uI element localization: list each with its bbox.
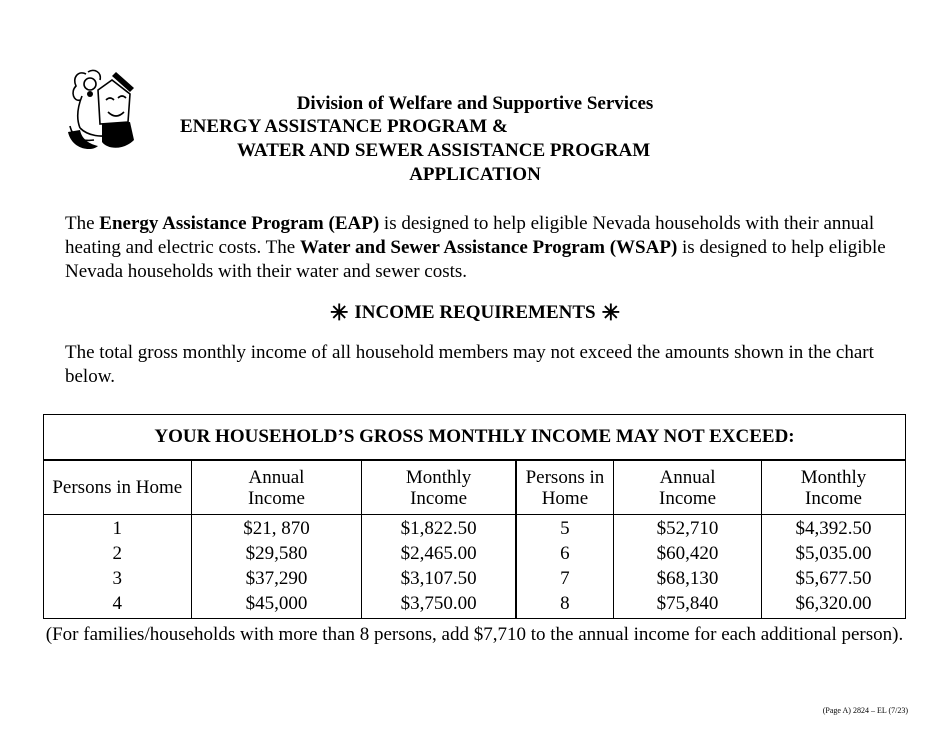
eap-name: Energy Assistance Program (EAP) (99, 213, 380, 234)
annual-income-column-1 (191, 515, 362, 619)
income-requirements-heading (0, 300, 950, 326)
wsap-name: Water and Sewer Assistance Program (WSAP) (299, 237, 678, 258)
table-cell: $21, 870 (243, 518, 310, 539)
application-title: APPLICATION (409, 164, 541, 185)
table-cell: $3,107.50 (400, 568, 477, 589)
table-cell: $68,130 (656, 568, 719, 589)
table-cell: $52,710 (656, 518, 719, 539)
intro-text: is designed to help eligible Nevada households with their water and sewer costs. (65, 237, 886, 282)
intro-paragraph (65, 212, 890, 284)
table-cell: $4,392.50 (795, 518, 872, 539)
monthly-income-column-2 (762, 515, 906, 619)
annual-income-column-2 (614, 515, 762, 619)
table-cell: 6 (560, 543, 570, 564)
table-cell: 5 (560, 518, 570, 539)
table-cell: 1 (112, 518, 123, 539)
table-cell: $5,677.50 (795, 568, 872, 589)
table-cell: $2,465.00 (400, 543, 477, 564)
table-cell: 7 (560, 568, 570, 589)
monthly-income-column-1 (362, 515, 516, 619)
column-header: Annual Income (614, 460, 762, 515)
table-cell: $6,320.00 (795, 593, 872, 614)
program-title-line2: WATER AND SEWER ASSISTANCE PROGRAM (237, 140, 651, 161)
table-cell: $75,840 (656, 593, 719, 614)
program-title-line1: ENERGY ASSISTANCE PROGRAM & (180, 116, 508, 137)
table-cell: $29,580 (245, 543, 308, 564)
table-cell: 4 (112, 593, 123, 614)
persons-column-1 (44, 515, 192, 619)
column-header: Persons in Home (44, 460, 192, 515)
column-header: Persons in Home (516, 460, 614, 515)
additional-person-note: (For families/households with more than 8 persons, add $7,710 to the annual income for each additional person). (45, 624, 904, 645)
table-cell: $60,420 (656, 543, 719, 564)
form-number-footer: (Page A) 2824 – EL (7/23) (822, 706, 908, 715)
column-header: Annual Income (191, 460, 362, 515)
agency-name: Division of Welfare and Supportive Services (296, 93, 654, 114)
table-cell: $3,750.00 (400, 593, 477, 614)
table-cell: $45,000 (245, 593, 308, 614)
intro-text: The (65, 213, 100, 234)
table-cell: 8 (560, 593, 570, 614)
table-cell: 3 (112, 568, 123, 589)
table-title: YOUR HOUSEHOLD’S GROSS MONTHLY INCOME MAY NOT EXCEED: (44, 415, 906, 461)
table-cell: $5,035.00 (795, 543, 872, 564)
persons-column-2 (516, 515, 614, 619)
table-cell: $37,290 (245, 568, 308, 589)
income-requirements-label: INCOME REQUIREMENTS (354, 302, 596, 323)
column-header: Monthly Income (362, 460, 516, 515)
asterisk-icon: ✳ (601, 300, 621, 325)
table-data-row (44, 515, 906, 619)
table-cell: 2 (112, 543, 123, 564)
table-cell: $1,822.50 (400, 518, 477, 539)
column-header: Monthly Income (762, 460, 906, 515)
intro-text: is designed to help eligible Nevada households with their annual heating and electric costs. The (65, 213, 875, 258)
table-header-row (44, 460, 906, 515)
asterisk-icon: ✳ (329, 300, 349, 325)
income-limits-table (43, 414, 906, 619)
income-requirements-text: The total gross monthly income of all household members may not exceed the amounts shown in the chart below. (65, 342, 874, 387)
